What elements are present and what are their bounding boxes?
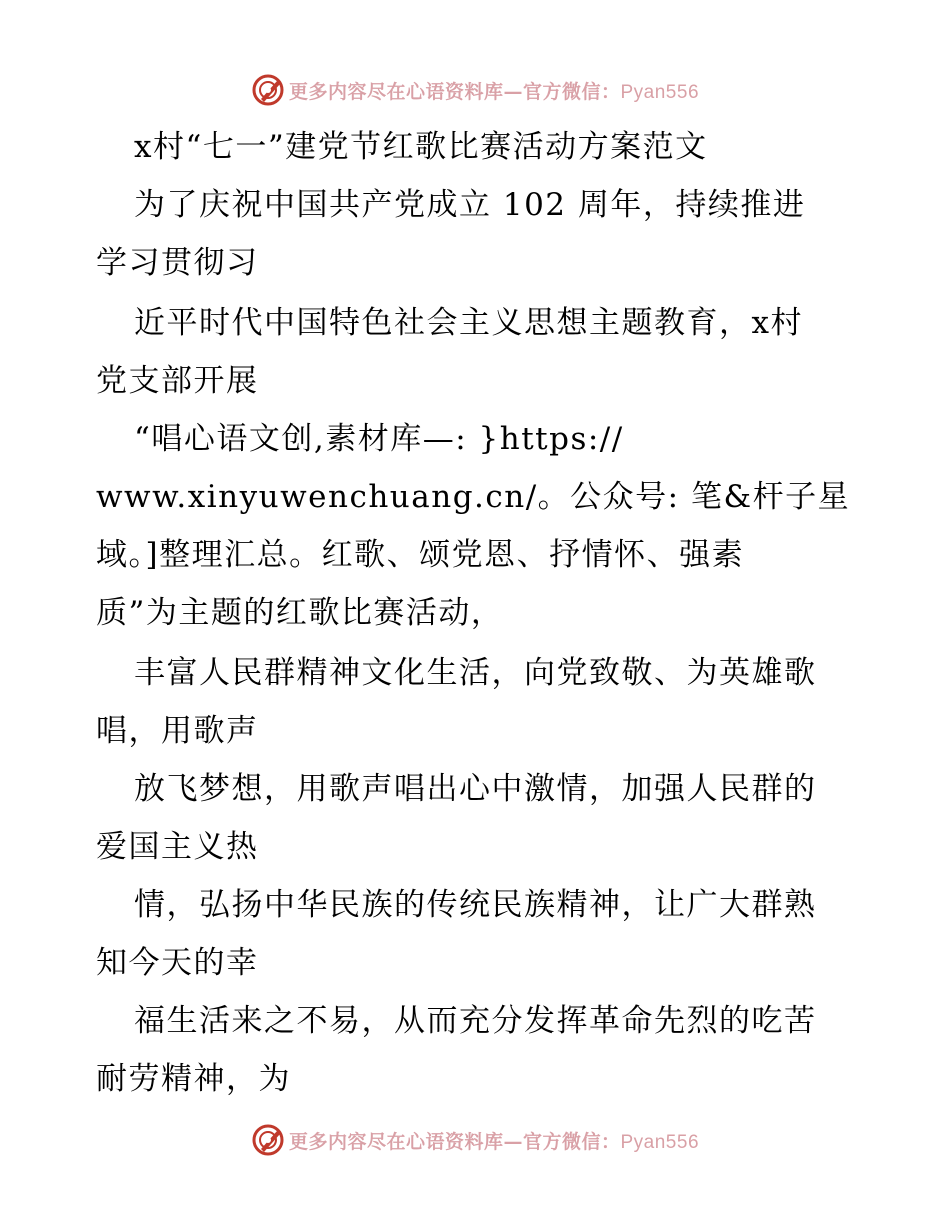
header-banner — [0, 70, 950, 110]
doc-line: 福生活来之不易，从而充分发挥革命先烈的吃苦 — [134, 1003, 817, 1039]
header-banner-wechat-id: Pyan556 — [620, 81, 700, 103]
doc-line: 放飞梦想，用歌声唱出心中激情，加强人民群的 — [134, 771, 817, 807]
doc-line: 耐劳精神，为 — [96, 1061, 291, 1097]
doc-line: “唱心语文创,素材库—: }https:// — [134, 421, 624, 457]
doc-line: 知今天的幸 — [96, 945, 259, 981]
header-banner-text: 更多内容尽在心语资料库—官方微信：Pyan556 — [288, 80, 700, 103]
doc-line: 域。]整理汇总。红歌、颂党恩、抒情怀、强素 — [96, 537, 745, 573]
footer-banner-text: 更多内容尽在心语资料库—官方微信：Pyan556 — [288, 1130, 700, 1153]
doc-line: 为了庆祝中国共产党成立 102 周年，持续推进 — [134, 187, 806, 223]
doc-line: 近平时代中国特色社会主义思想主题教育，x村 — [134, 305, 803, 341]
footer-banner-wechat-id: Pyan556 — [620, 1131, 700, 1153]
logo-icon — [251, 73, 285, 107]
doc-line: 丰富人民群精神文化生活，向党致敬、为英雄歌 — [134, 655, 817, 691]
doc-line: 党支部开展 — [96, 363, 259, 399]
doc-title: x村“七一”建党节红歌比赛活动方案范文 — [134, 129, 708, 165]
doc-line: 学习贯彻习 — [96, 245, 259, 281]
doc-line: 爱国主义热 — [96, 829, 259, 865]
doc-line: 唱，用歌声 — [96, 713, 259, 749]
doc-line: www.xinyuwenchuang.cn/。公众号: 笔&杆子星 — [96, 479, 851, 515]
footer-banner — [0, 1120, 950, 1160]
logo-icon — [251, 1123, 285, 1157]
doc-line: 质”为主题的红歌比赛活动， — [96, 595, 504, 631]
doc-line: 情，弘扬中华民族的传统民族精神，让广大群熟 — [134, 887, 817, 923]
